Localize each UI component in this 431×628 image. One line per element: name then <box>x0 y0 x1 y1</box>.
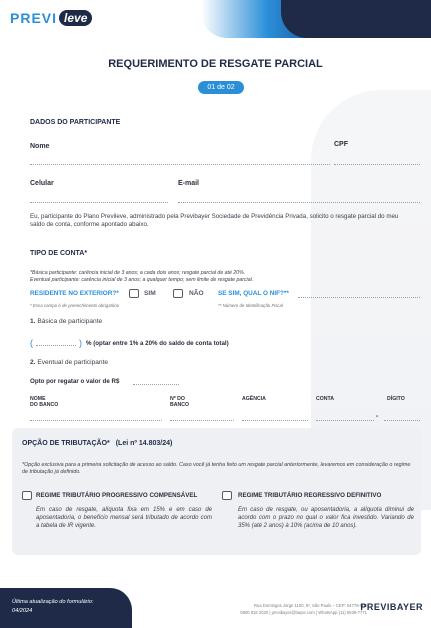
account-field[interactable] <box>316 420 374 421</box>
abroad-yes-label: SIM <box>144 290 156 297</box>
logo-leve: leve <box>59 10 92 26</box>
value-field[interactable] <box>133 384 179 385</box>
regressive-text: Em caso de resgate, ou aposentadoria, a alíquota diminui de acordo com o prazo no qual o valor fica investido. Variando de 35% (até 2 anos) à 10% (acima de 10 anos). <box>238 507 414 529</box>
abroad-yes-checkbox[interactable] <box>129 289 139 298</box>
basic-option <box>30 318 102 326</box>
bank-number-label-line2: BANCO <box>170 402 190 408</box>
percent-paren-close: ) <box>79 338 82 348</box>
regressive-title: REGIME TRIBUTÁRIO REGRESSIVO DEFINITIVO <box>238 492 382 499</box>
nome-label: Nome <box>30 143 50 150</box>
eventual-option-label: Eventual de participante <box>37 359 109 366</box>
bank-number-field[interactable] <box>170 420 234 421</box>
progressive-checkbox[interactable] <box>22 491 32 500</box>
footer-update-date: 04/2024 <box>12 608 33 614</box>
abroad-question: RESIDENTE NO EXTERIOR?* <box>30 290 119 297</box>
email-label: E-mail <box>178 180 200 187</box>
tax-option-law: (Lei nº 14.803/24) <box>115 440 173 447</box>
basic-option-number: 1. <box>30 318 36 325</box>
eventual-option-number: 2. <box>30 359 36 366</box>
abroad-no-label: NÃO <box>189 290 204 297</box>
page-indicator: 01 de 02 <box>198 81 244 94</box>
digit-label: DÍGITO <box>387 396 405 402</box>
regressive-checkbox[interactable] <box>222 491 232 500</box>
previbayer-logo: PREVIBAYER <box>360 602 423 612</box>
footer-update-label: Última atualização do formulário: <box>12 599 94 605</box>
tax-note: *Opção exclusiva para a primeira solicitação de acesso ao saldo. Caso você já tenha feito um resgate parcial anteriormente, levaremos em consideração o regime de tributação já definido. <box>22 462 411 475</box>
bank-number-label-line1: Nº DO <box>170 396 185 402</box>
nome-field[interactable] <box>30 164 330 165</box>
page-title: REQUERIMENTO DE RESGATE PARCIAL <box>108 58 323 70</box>
percent-paren-open: ( <box>30 338 33 348</box>
abroad-no-checkbox[interactable] <box>173 289 183 298</box>
bank-name-label-line2: DO BANCO <box>30 402 59 408</box>
previleve-logo <box>10 10 92 26</box>
celular-label: Celular <box>30 180 54 187</box>
footer-address <box>240 602 367 616</box>
footer-contact-line: 0800 818 2020 | previbayer@bayer.com | WhatsApp (11) 5539-7771 <box>240 610 367 615</box>
nif-question: SE SIM, QUAL O NIF?** <box>218 290 289 297</box>
basic-option-label: Básica de participante <box>37 318 103 325</box>
agency-field[interactable] <box>242 420 308 421</box>
note-basic: *Básica participante: carência inicial de 3 anos; a cada dois anos; resgate parcial de até 20%. <box>30 270 246 276</box>
account-label: CONTA <box>316 396 335 402</box>
digit-field[interactable] <box>384 420 420 421</box>
progressive-text: Em caso de resgate, alíquota fixa em 15% e em caso de aposentadoria, o benefício mensal será tributado de acordo com a tabela de IR vigente. <box>36 507 212 529</box>
celular-field[interactable] <box>30 202 168 203</box>
logo-previ: PREVI <box>10 10 58 26</box>
progressive-title: REGIME TRIBUTÁRIO PROGRESSIVO COMPENSÁVEL <box>36 492 198 499</box>
percent-field[interactable] <box>36 345 76 346</box>
percent-text: % (optar entre 1% a 20% do saldo de conta total) <box>86 340 229 347</box>
section-participant: DADOS DO PARTICIPANTE <box>30 119 121 126</box>
abroad-note: * Essa campo é de preenchimento obrigatório <box>30 303 120 308</box>
header-accent-dark <box>281 0 431 38</box>
value-label: Opto por regatar o valor de R$ <box>30 378 120 385</box>
email-field[interactable] <box>178 202 420 203</box>
cpf-field[interactable] <box>334 164 420 165</box>
declaration-text: Eu, participante do Plano Previleve, administrado pela Previbayer Sociedade de Previdência Privada, solicito o resgate parcial do meu saldo de conta, conforme apontado abaixo. <box>30 213 399 228</box>
bank-number-label <box>170 396 189 408</box>
footer-address-line: Rua Domingos Jorge 1100, 5º, São Paulo – CEP: 04779-900 <box>254 603 367 608</box>
eventual-option <box>30 359 108 367</box>
digit-separator: - <box>376 413 379 420</box>
note-eventual: Eventual participante: carência inicial de 3 anos; a qualquer tempo; sem limite de resgate parcial. <box>30 277 254 283</box>
section-tax-option <box>22 440 172 447</box>
bank-name-label <box>30 396 58 408</box>
cpf-label: CPF <box>334 141 348 148</box>
bank-name-field[interactable] <box>30 420 162 421</box>
section-account-type: TIPO DE CONTA* <box>30 250 88 257</box>
bank-name-label-line1: NOME <box>30 396 46 402</box>
agency-label: AGÊNCIA <box>242 396 266 402</box>
nif-note: ** Número de Identificação Fiscal <box>218 303 283 308</box>
nif-field[interactable] <box>298 297 420 298</box>
tax-option-title: OPÇÃO DE TRIBUTAÇÃO* <box>22 440 110 447</box>
footer-update <box>12 598 93 616</box>
